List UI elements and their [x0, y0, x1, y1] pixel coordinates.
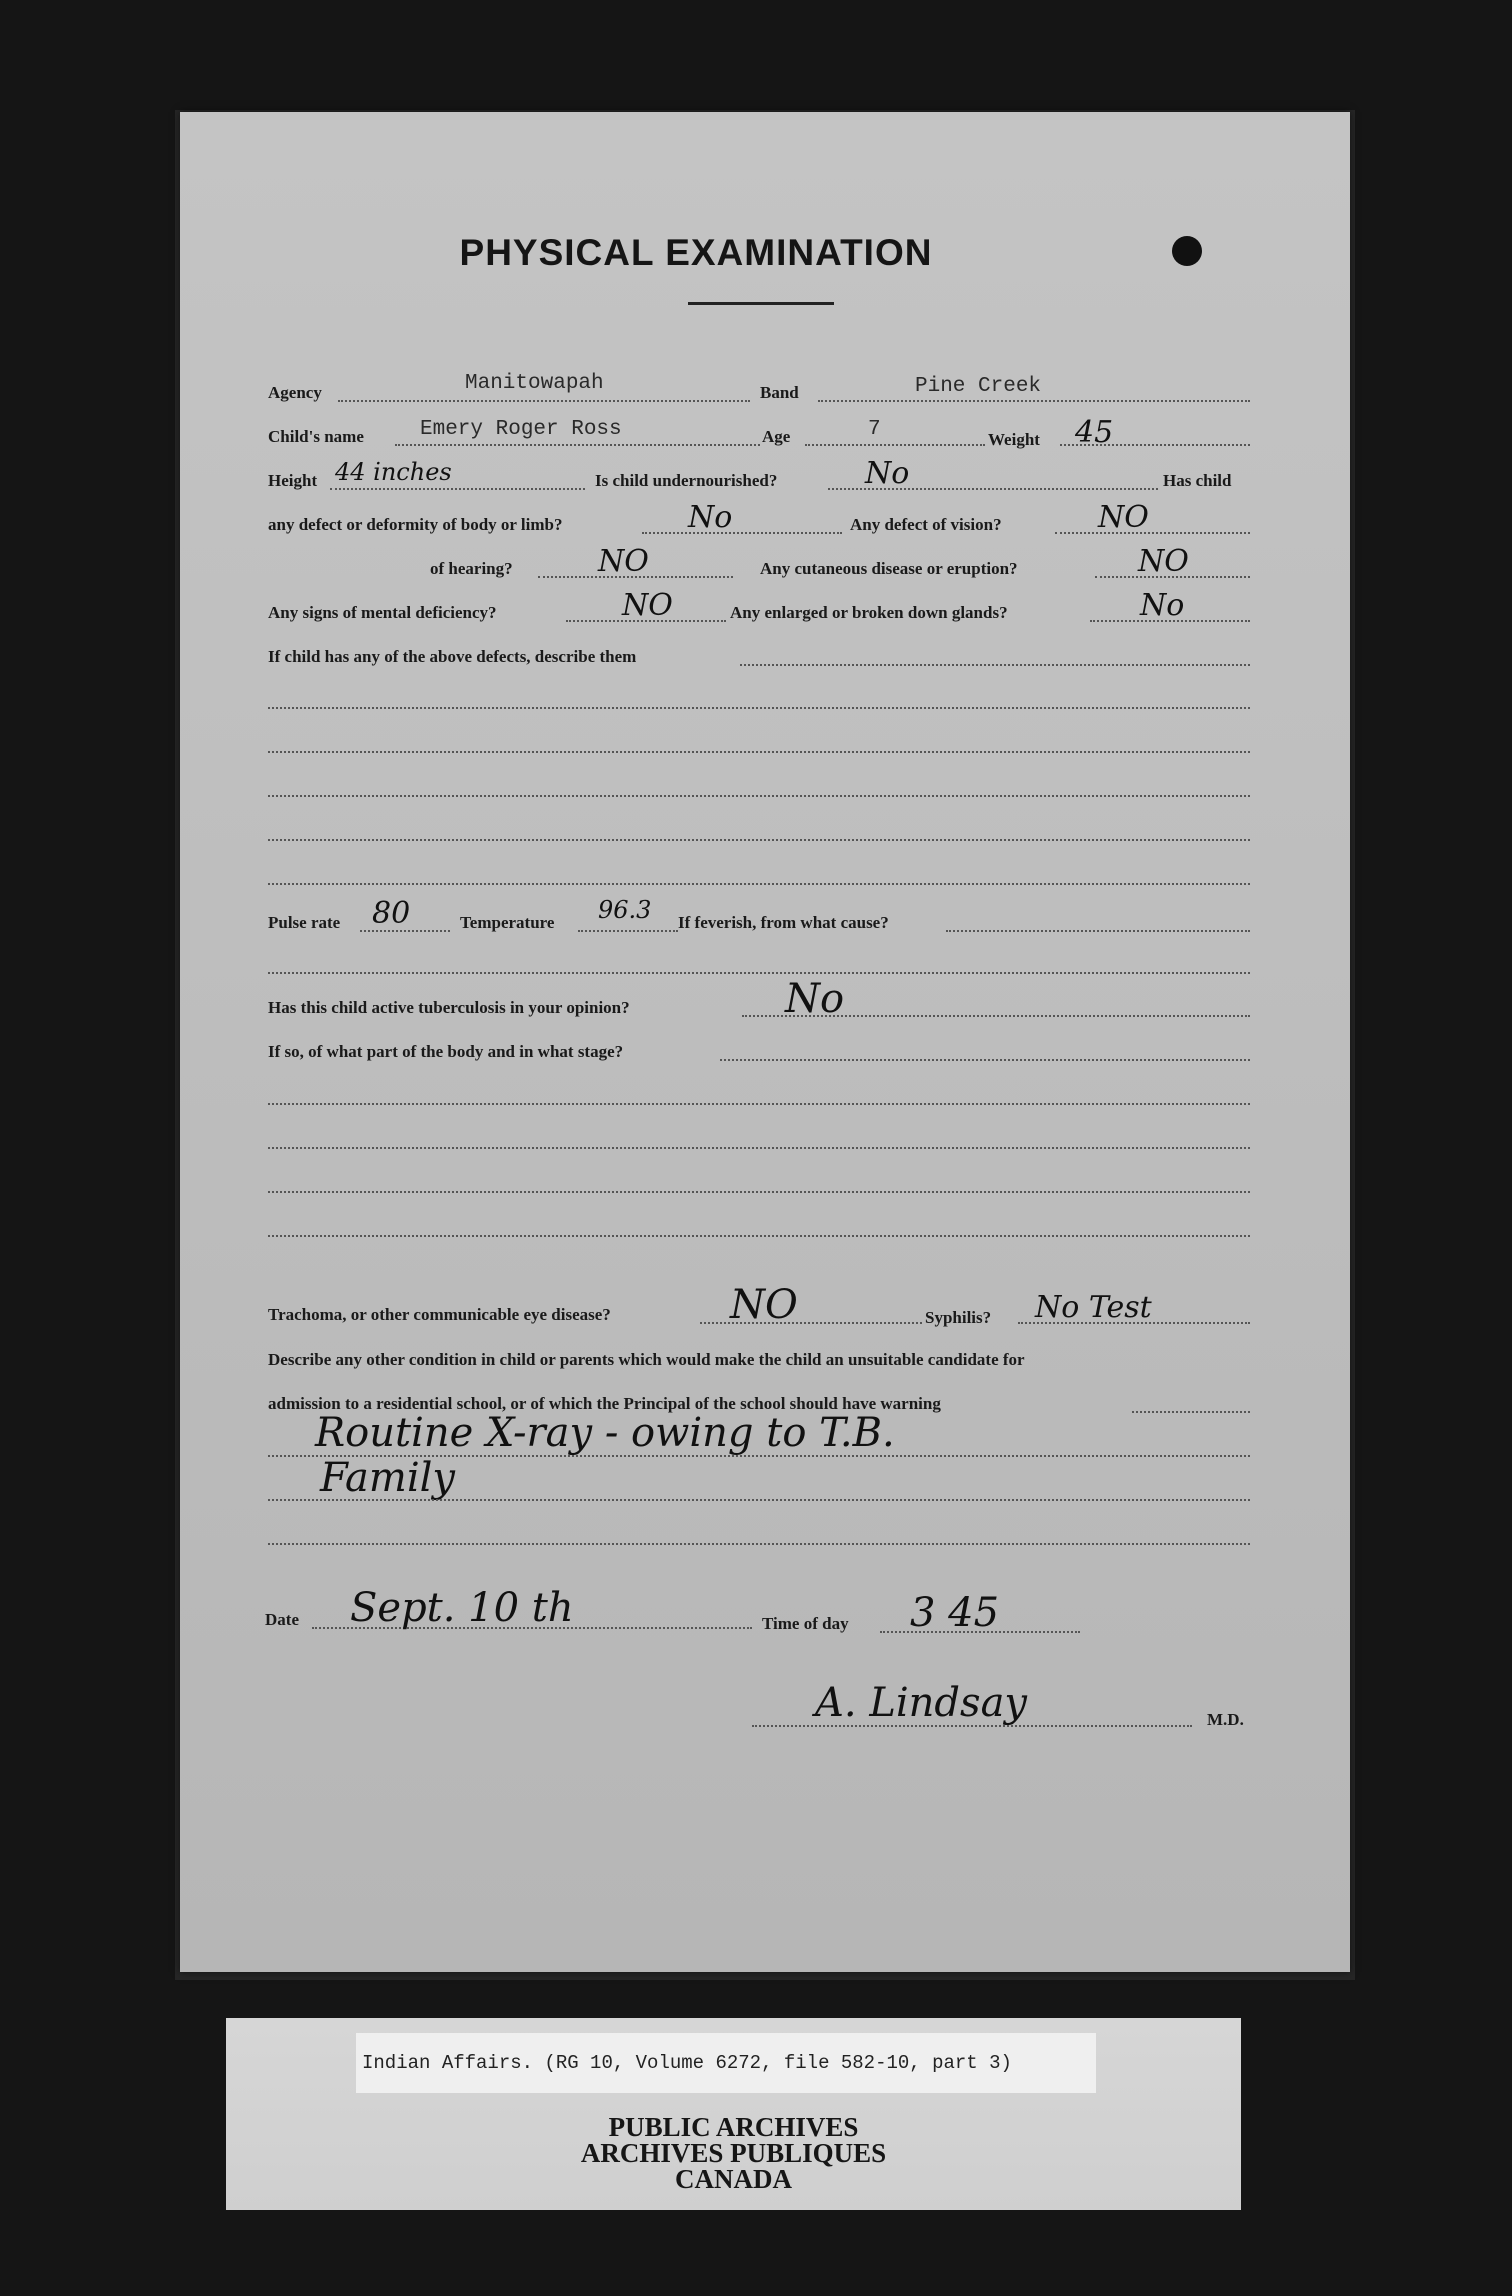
- remarks-line-1: Routine X-ray - owing to T.B.: [315, 1410, 895, 1456]
- weight-label: Weight: [988, 430, 1040, 449]
- blank-line-6: [268, 972, 1250, 974]
- syphilis-value: No Test: [1035, 1290, 1152, 1325]
- undernourished-value: No: [865, 456, 910, 491]
- archive-line-3: CANADA: [675, 2164, 792, 2194]
- blank-line-1: [268, 707, 1250, 709]
- defect-vision-line: [1055, 532, 1250, 534]
- mental-value: NO: [622, 588, 673, 623]
- glands-value: No: [1140, 588, 1185, 623]
- blank-line-12: [268, 1499, 1250, 1501]
- time-of-day-label: Time of day: [762, 1614, 849, 1633]
- date-value: Sept. 10 th: [350, 1585, 574, 1631]
- hearing-label: of hearing?: [430, 559, 513, 578]
- defect-vision-value: NO: [1098, 500, 1149, 535]
- pulse-label: Pulse rate: [268, 913, 341, 932]
- feverish-line: [946, 930, 1250, 932]
- defect-body-line: [642, 532, 842, 534]
- undernourished-label: Is child undernourished?: [595, 471, 778, 490]
- date-label: Date: [265, 1610, 299, 1629]
- blank-line-10: [268, 1235, 1250, 1237]
- age-label: Age: [762, 427, 791, 446]
- band-value: Pine Creek: [915, 375, 1042, 398]
- describe-other-line: [1132, 1411, 1250, 1413]
- tb-stage-line: [720, 1059, 1250, 1061]
- blank-line-4: [268, 839, 1250, 841]
- agency-label: Agency: [268, 383, 322, 402]
- agency-line: [338, 400, 750, 402]
- age-value: 7: [868, 418, 881, 441]
- blank-line-7: [268, 1103, 1250, 1105]
- age-line: [805, 444, 985, 446]
- signature: A. Lindsay: [815, 1680, 1028, 1726]
- punch-hole-mark: [1172, 236, 1202, 266]
- hearing-value: NO: [598, 544, 649, 579]
- band-label: Band: [760, 383, 799, 402]
- height-label: Height: [268, 471, 318, 490]
- cutaneous-label: Any cutaneous disease or eruption?: [760, 559, 1018, 578]
- feverish-label: If feverish, from what cause?: [678, 913, 889, 932]
- temperature-value: 96.3: [598, 896, 652, 924]
- md-label: M.D.: [1207, 1710, 1244, 1729]
- remarks-line-2: Family: [320, 1455, 455, 1501]
- archive-line-1: PUBLIC ARCHIVES: [608, 2112, 859, 2142]
- has-child-label: Has child: [1163, 471, 1232, 490]
- form-title: PHYSICAL EXAMINATION: [459, 232, 933, 273]
- title-rule: [688, 302, 834, 305]
- height-value: 44 inches: [335, 458, 452, 486]
- syphilis-label: Syphilis?: [925, 1308, 992, 1327]
- tuberculosis-label: Has this child active tuberculosis in your opinion?: [268, 998, 630, 1017]
- agency-value: Manitowapah: [465, 372, 604, 395]
- trachoma-value: NO: [730, 1282, 798, 1328]
- tuberculosis-value: No: [785, 976, 845, 1022]
- cutaneous-value: NO: [1138, 544, 1189, 579]
- archive-line-2: ARCHIVES PUBLIQUES: [580, 2138, 887, 2168]
- blank-line-5: [268, 883, 1250, 885]
- tb-stage-label: If so, of what part of the body and in what stage?: [268, 1042, 624, 1061]
- blank-line-3: [268, 795, 1250, 797]
- archive-reference: Indian Affairs. (RG 10, Volume 6272, file 582-10, part 3): [356, 2033, 1096, 2093]
- mental-label: Any signs of mental deficiency?: [268, 603, 497, 622]
- blank-line-8: [268, 1147, 1250, 1149]
- defect-vision-label: Any defect of vision?: [850, 515, 1002, 534]
- temperature-line: [578, 930, 678, 932]
- temperature-label: Temperature: [460, 913, 555, 932]
- glands-label: Any enlarged or broken down glands?: [730, 603, 1008, 622]
- child-name-label: Child's name: [268, 427, 364, 446]
- defect-body-value: No: [688, 500, 733, 535]
- describe-other-label-2: admission to a residential school, or of which the Principal of the school should have warning: [268, 1394, 941, 1413]
- describe-defects-label: If child has any of the above defects, describe them: [268, 647, 637, 666]
- trachoma-label: Trachoma, or other communicable eye disease?: [268, 1305, 611, 1324]
- band-line: [818, 400, 1250, 402]
- time-value: 3 45: [910, 1590, 1000, 1636]
- child-name-line: [395, 444, 760, 446]
- height-line: [330, 488, 585, 490]
- child-name-value: Emery Roger Ross: [420, 418, 622, 441]
- pulse-value: 80: [372, 896, 411, 931]
- describe-defects-line: [740, 664, 1250, 666]
- blank-line-13: [268, 1543, 1250, 1545]
- weight-value: 45: [1075, 415, 1114, 450]
- blank-line-9: [268, 1191, 1250, 1193]
- defect-body-label: any defect or deformity of body or limb?: [268, 515, 563, 534]
- describe-other-label-1: Describe any other condition in child or parents which would make the child an unsuitable candidate for: [268, 1350, 1025, 1369]
- blank-line-2: [268, 751, 1250, 753]
